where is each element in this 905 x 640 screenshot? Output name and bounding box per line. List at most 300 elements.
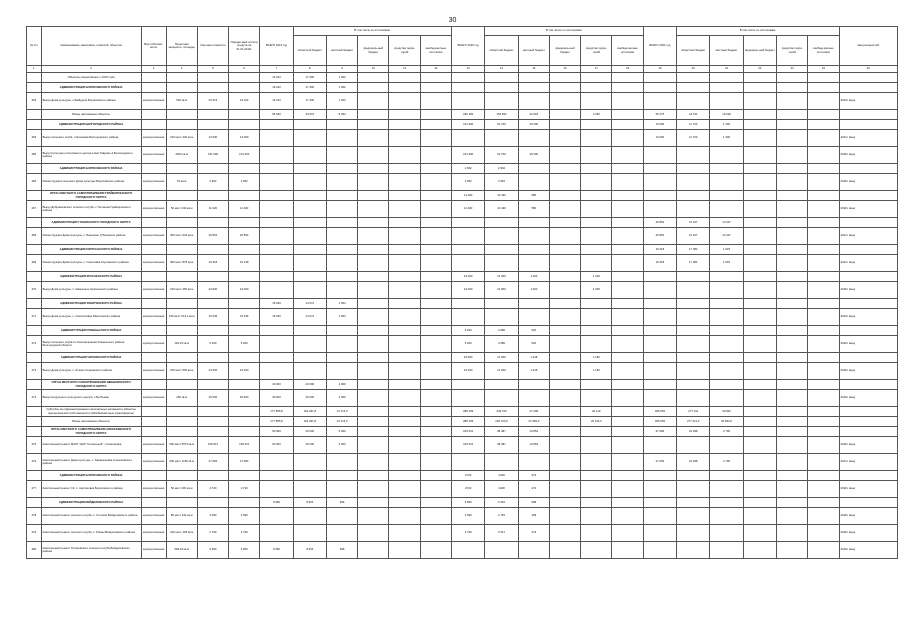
table-cell: 11 020	[229, 201, 260, 218]
object-name-cell: АДМИНИСТРАЦИЯ ГУБКИНСКОГО ГОРОДСКОГО ОКРУГА	[41, 218, 141, 228]
table-cell	[581, 525, 612, 542]
table-cell	[420, 147, 451, 164]
table-cell	[808, 282, 839, 299]
table-row	[27, 481, 898, 498]
table-cell	[358, 73, 389, 83]
table-cell	[743, 218, 776, 228]
col-local: местный бюджет	[710, 36, 743, 66]
table-cell	[743, 309, 776, 326]
table-cell	[743, 299, 776, 309]
table-cell	[808, 299, 839, 309]
table-cell: 2019г. ввод	[839, 309, 897, 326]
table-cell	[260, 255, 293, 272]
table-cell	[518, 380, 549, 390]
table-cell	[777, 481, 808, 498]
table-cell	[839, 218, 897, 228]
table-cell	[452, 73, 485, 83]
subtotal-row	[27, 407, 898, 417]
section-row	[27, 471, 898, 481]
table-cell	[141, 110, 166, 120]
table-cell	[229, 110, 260, 120]
table-cell	[389, 201, 420, 218]
table-cell	[710, 363, 743, 380]
object-name-cell: Выкуп Дома культуры, с. Святославка Ракитянского района	[41, 309, 141, 326]
table-cell: 26 854	[643, 228, 676, 245]
table-cell	[677, 83, 710, 93]
table-cell	[677, 508, 710, 525]
table-cell	[808, 363, 839, 380]
table-cell	[808, 147, 839, 164]
table-cell	[518, 164, 549, 174]
table-cell	[389, 427, 420, 437]
table-cell	[643, 191, 676, 201]
table-cell: 59 175	[643, 110, 676, 120]
object-name-cell: ОРГАН МЕСТНОГО САМОУПРАВЛЕНИЯ ГРАЙВОРОНСКОГО ГОРОДСКОГО ОКРУГА	[41, 191, 141, 201]
table-cell	[166, 191, 197, 201]
table-cell	[777, 336, 808, 353]
table-cell: 30 842,0	[710, 417, 743, 427]
table-cell: 39 300	[518, 120, 549, 130]
table-cell	[27, 427, 42, 437]
table-cell	[581, 174, 612, 191]
table-cell	[612, 130, 643, 147]
table-cell: 109 541	[452, 427, 485, 437]
table-cell	[643, 147, 676, 164]
column-number: 9	[326, 66, 357, 73]
col-local: местный бюджет	[518, 36, 549, 66]
table-cell: 996	[326, 542, 357, 559]
table-cell	[839, 326, 897, 336]
table-cell	[549, 245, 580, 255]
col-extra: внебюд-жетные источники	[420, 36, 451, 66]
table-cell	[358, 542, 389, 559]
table-cell	[452, 93, 485, 110]
table-cell	[420, 525, 451, 542]
table-cell	[777, 147, 808, 164]
table-cell	[743, 191, 776, 201]
column-number: 17	[581, 66, 612, 73]
table-cell: 288 109	[452, 407, 485, 417]
table-cell	[643, 299, 676, 309]
table-cell	[808, 130, 839, 147]
table-cell	[358, 228, 389, 245]
table-cell	[777, 282, 808, 299]
table-cell: 11 020	[452, 201, 485, 218]
table-cell: 2 962	[197, 174, 228, 191]
table-cell	[612, 164, 643, 174]
table-cell: 1 933	[710, 255, 743, 272]
table-cell	[643, 174, 676, 191]
table-cell	[677, 437, 710, 454]
table-cell	[612, 336, 643, 353]
table-cell: 2021г. ввод	[839, 130, 897, 147]
table-cell	[485, 73, 518, 83]
table-cell	[777, 201, 808, 218]
table-cell	[293, 353, 326, 363]
table-cell	[197, 427, 228, 437]
table-cell	[710, 437, 743, 454]
table-cell	[549, 120, 580, 130]
table-cell: 164 291,8	[293, 417, 326, 427]
table-cell	[452, 218, 485, 228]
table-cell	[777, 508, 808, 525]
table-cell	[612, 508, 643, 525]
table-cell	[141, 380, 166, 390]
table-cell	[197, 83, 228, 93]
table-cell	[808, 272, 839, 282]
table-cell: 30 842	[710, 407, 743, 417]
table-cell	[549, 525, 580, 542]
table-cell: 1 200	[518, 272, 549, 282]
table-cell: 177 865,8	[260, 407, 293, 417]
table-cell: 15 636	[229, 309, 260, 326]
table-cell	[808, 201, 839, 218]
table-cell	[389, 174, 420, 191]
table-cell	[166, 299, 197, 309]
table-cell	[452, 309, 485, 326]
table-cell	[485, 83, 518, 93]
table-cell	[389, 228, 420, 245]
table-cell: 272	[518, 471, 549, 481]
table-cell	[358, 93, 389, 110]
table-cell	[549, 390, 580, 407]
table-cell: 2000 кв.м	[166, 147, 197, 164]
table-cell	[581, 481, 612, 498]
table-cell: 2019г. ввод	[839, 542, 897, 559]
table-cell	[141, 407, 166, 417]
table-cell	[612, 471, 643, 481]
table-cell	[677, 353, 710, 363]
table-cell	[485, 93, 518, 110]
table-cell: 13 000	[229, 130, 260, 147]
table-cell	[358, 255, 389, 272]
table-cell	[677, 363, 710, 380]
object-name-cell: АДМИНИСТРАЦИЯ БОРИСОВСКОГО РАЙОНА	[41, 471, 141, 481]
table-cell: 477	[27, 481, 42, 498]
table-cell	[358, 83, 389, 93]
table-cell	[677, 174, 710, 191]
table-cell	[743, 336, 776, 353]
table-cell: 1 564	[326, 309, 357, 326]
table-cell	[358, 245, 389, 255]
table-cell	[197, 218, 228, 228]
table-cell	[677, 390, 710, 407]
table-row	[27, 228, 898, 245]
table-cell: 40 000	[260, 380, 293, 390]
table-cell	[549, 427, 580, 437]
table-cell	[420, 174, 451, 191]
object-name-cell: Выкуп Культурно-спортивного центра в мкр.Таврово-4 Белгородского района	[41, 147, 141, 164]
object-name-cell: Капитальный ремонт СК, с. Акулиновка Борисовского района	[41, 481, 141, 498]
table-cell	[710, 353, 743, 363]
table-cell	[358, 508, 389, 525]
table-cell	[710, 390, 743, 407]
table-cell	[777, 73, 808, 83]
table-cell	[677, 326, 710, 336]
object-name-cell: Выкуп модульного культурного центра, с.Булбыево	[41, 390, 141, 407]
table-cell	[389, 245, 420, 255]
table-cell	[710, 309, 743, 326]
table-cell	[518, 390, 549, 407]
table-cell	[549, 228, 580, 245]
table-cell: 21 600	[485, 282, 518, 299]
table-cell	[777, 407, 808, 417]
table-cell	[293, 130, 326, 147]
table-cell	[612, 454, 643, 471]
table-cell	[710, 191, 743, 201]
table-cell: 152 652	[485, 110, 518, 120]
table-cell	[612, 120, 643, 130]
table-cell	[677, 309, 710, 326]
table-cell	[27, 326, 42, 336]
table-cell	[260, 272, 293, 282]
table-cell	[743, 245, 776, 255]
table-cell: 159 541	[229, 437, 260, 454]
table-cell: 2020г. ввод	[839, 201, 897, 218]
table-cell	[518, 73, 549, 83]
table-cell: 13 000	[643, 130, 676, 147]
table-cell: 11 020	[197, 201, 228, 218]
table-cell: 8 394	[326, 110, 357, 120]
table-cell	[358, 390, 389, 407]
table-cell	[293, 326, 326, 336]
table-cell: 17 300	[293, 73, 326, 83]
table-cell: 6 262	[485, 498, 518, 508]
col-name: Наименование заказчиков, отраслей, объектов	[41, 27, 141, 66]
table-cell: 15 636	[197, 309, 228, 326]
table-cell: 467	[27, 201, 42, 218]
table-cell	[518, 255, 549, 272]
table-cell	[358, 218, 389, 228]
table-cell	[518, 83, 549, 93]
col-territory: средства терри-торий	[389, 36, 420, 66]
table-cell	[358, 191, 389, 201]
table-cell	[260, 218, 293, 228]
table-cell: 4 000	[326, 390, 357, 407]
table-cell	[643, 201, 676, 218]
column-number: 11	[389, 66, 420, 73]
table-cell	[808, 498, 839, 508]
table-cell: 100 мест 450 кв.м	[166, 282, 197, 299]
table-cell	[710, 481, 743, 498]
table-cell	[141, 353, 166, 363]
table-cell	[643, 73, 676, 83]
table-cell	[581, 218, 612, 228]
table-cell	[27, 164, 42, 174]
table-cell	[743, 147, 776, 164]
table-cell	[643, 164, 676, 174]
table-cell	[27, 120, 42, 130]
table-cell: 2 962	[452, 164, 485, 174]
table-cell: 26 854	[229, 228, 260, 245]
table-cell	[710, 336, 743, 353]
object-name-cell: АДМИНИСТРАЦИЯ КОРОЧАНСКОГО РАЙОНА	[41, 245, 141, 255]
table-cell: 100 мест 550 кв.м	[166, 363, 197, 380]
table-cell: 473	[27, 363, 42, 380]
table-cell	[643, 437, 676, 454]
table-cell	[743, 353, 776, 363]
table-cell	[808, 407, 839, 417]
table-cell	[777, 255, 808, 272]
table-cell	[677, 498, 710, 508]
col-territory: средства терри-торий	[581, 36, 612, 66]
table-cell	[229, 191, 260, 201]
table-cell	[777, 353, 808, 363]
table-cell	[710, 93, 743, 110]
table-cell	[581, 228, 612, 245]
table-cell: 475	[27, 437, 42, 454]
table-cell: 39 300	[518, 147, 549, 164]
table-cell	[839, 73, 897, 83]
table-cell	[710, 299, 743, 309]
table-cell	[326, 282, 357, 299]
table-cell	[141, 427, 166, 437]
object-name-cell: Субсидии на софинансирование капитальных вложений в объекты муниципальной собственности (Межбюджетные трансферты)	[41, 407, 141, 417]
table-cell: 21 600	[485, 272, 518, 282]
table-cell	[777, 525, 808, 542]
table-cell	[293, 164, 326, 174]
table-cell: муници-пальная	[141, 93, 166, 110]
table-cell	[197, 164, 228, 174]
table-cell	[485, 255, 518, 272]
object-name-cell: Выкуп Дома культуры, с. Камышное Красненского района	[41, 282, 141, 299]
table-cell	[581, 93, 612, 110]
table-cell	[260, 326, 293, 336]
table-cell	[743, 454, 776, 471]
table-cell	[420, 471, 451, 481]
table-cell	[808, 309, 839, 326]
object-name-cell: Выкуп сельского клуба, п.Нечаевка Белгородского района	[41, 130, 141, 147]
table-cell	[581, 73, 612, 83]
table-cell	[549, 336, 580, 353]
table-cell: 159 541	[197, 437, 228, 454]
table-cell	[808, 191, 839, 201]
table-cell: 45 000	[229, 390, 260, 407]
table-cell	[581, 542, 612, 559]
table-cell	[141, 471, 166, 481]
table-cell	[518, 130, 549, 147]
object-name-cell: АДМИНИСТРАЦИЯ БЕЛГОРОДСКОГО РАЙОНА	[41, 120, 141, 130]
table-cell	[743, 363, 776, 380]
table-cell: 14 072	[293, 309, 326, 326]
table-cell	[326, 130, 357, 147]
table-cell: муници-пальная	[141, 508, 166, 525]
column-number: 4	[166, 66, 197, 73]
table-cell: 16 630	[710, 110, 743, 120]
table-cell: 19 222	[260, 93, 293, 110]
table-cell: 2 720	[197, 481, 228, 498]
table-cell	[197, 417, 228, 427]
table-cell	[643, 309, 676, 326]
table-cell: 11 700	[677, 130, 710, 147]
table-cell	[166, 471, 197, 481]
table-cell: 474	[27, 390, 42, 407]
table-cell: 3 090	[452, 508, 485, 525]
table-cell	[777, 326, 808, 336]
table-cell	[777, 454, 808, 471]
table-cell	[293, 174, 326, 191]
table-cell	[326, 272, 357, 282]
table-cell: 11 020	[452, 191, 485, 201]
table-cell	[549, 471, 580, 481]
table-cell	[326, 147, 357, 164]
table-cell	[581, 130, 612, 147]
col-regional: областной бюджет	[485, 36, 518, 66]
table-cell: 14 072	[293, 299, 326, 309]
table-cell	[229, 407, 260, 417]
table-cell	[27, 110, 42, 120]
table-cell: 300 мест 878 кв.м	[166, 255, 197, 272]
column-number: 8	[293, 66, 326, 73]
table-cell: 42 018	[518, 110, 549, 120]
table-cell: 19 222	[260, 83, 293, 93]
table-cell	[777, 120, 808, 130]
table-cell	[420, 83, 451, 93]
table-cell: 9 960	[229, 542, 260, 559]
column-number: 12	[420, 66, 451, 73]
object-name-cell: ОРГАН МЕСТНОГО САМОУПРАВЛЕНИЯ ШЕБЕКИНСКОГО ГОРОДСКОГО ОКРУГА	[41, 380, 141, 390]
table-cell	[452, 454, 485, 471]
table-cell	[612, 272, 643, 282]
column-number: 13	[452, 66, 485, 73]
table-cell	[777, 380, 808, 390]
table-cell: 476	[27, 454, 42, 471]
column-number: 1	[27, 66, 42, 73]
object-name-cell: Капитальный ремонт сельского клуба, с. Ровны Вейделевского района	[41, 525, 141, 542]
table-cell: 51 700	[485, 120, 518, 130]
table-cell	[260, 245, 293, 255]
table-cell	[549, 83, 580, 93]
subtotal-row	[27, 110, 898, 120]
table-row	[27, 255, 898, 272]
table-cell	[420, 363, 451, 380]
table-cell	[808, 228, 839, 245]
table-cell: 21 600	[485, 353, 518, 363]
table-cell	[808, 390, 839, 407]
table-cell	[389, 147, 420, 164]
table-cell	[743, 481, 776, 498]
table-cell	[326, 471, 357, 481]
section-row	[27, 299, 898, 309]
table-cell	[293, 282, 326, 299]
table-cell: муници-пальная	[141, 147, 166, 164]
table-cell	[643, 93, 676, 110]
table-cell: 306 053	[643, 407, 676, 417]
table-cell	[777, 110, 808, 120]
table-cell	[612, 228, 643, 245]
column-number: 24	[808, 66, 839, 73]
table-cell	[612, 147, 643, 164]
table-cell: 996	[326, 498, 357, 508]
table-cell: 250 кв.м	[166, 390, 197, 407]
table-cell: 2019г. ввод	[839, 390, 897, 407]
table-cell: 8 964	[293, 498, 326, 508]
table-cell: 186 182	[452, 110, 485, 120]
table-cell	[229, 471, 260, 481]
table-cell	[420, 407, 451, 417]
table-cell	[293, 218, 326, 228]
table-cell	[518, 245, 549, 255]
table-cell	[420, 380, 451, 390]
table-cell: 300 мест 903 кв.м	[166, 228, 197, 245]
object-name-cell: АДМИНИСТРАЦИЯ РОВЕНЬСКОГО РАЙОНА	[41, 326, 141, 336]
table-cell	[839, 83, 897, 93]
table-cell: муници-пальная	[141, 174, 166, 191]
table-cell	[581, 299, 612, 309]
table-cell	[326, 228, 357, 245]
table-cell	[808, 110, 839, 120]
table-cell	[677, 299, 710, 309]
